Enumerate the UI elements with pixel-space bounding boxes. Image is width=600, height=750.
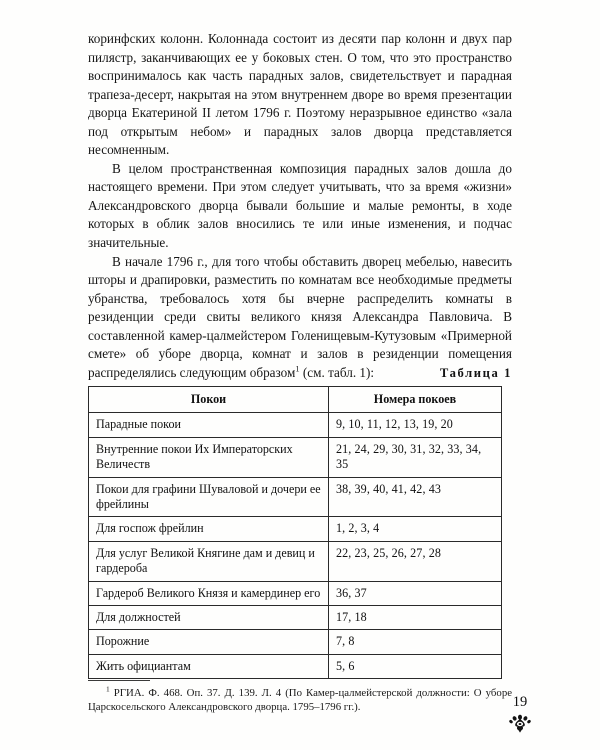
table-row (89, 606, 502, 630)
cell-numbers: 17, 18 (329, 606, 502, 630)
paragraph-3-text: В начале 1796 г., для того чтобы обставить дворец мебелью, навесить шторы и драпировки, разместить по комнатам все необходимые предметы убранства, требовалось хотя бы вчерне распределить комнаты в резиденции среди свиты великого князя Александра Павловича. В составленной камер-цалмейстером Голенищевым-Кутузовым «Примерной смете» об уборе дворца, комнат и залов в резиденции помещения распределялись следующим образом (88, 253, 512, 380)
table-body (89, 413, 502, 679)
table-row (89, 437, 502, 477)
paragraph-3 (88, 253, 512, 383)
paragraph-2: В целом пространственная композиция парадных залов дошла до настоящего времени. При этом следует учитывать, что за время «жизни» Александровского дворца бывали большие и малые ремонты, в ходе которых в облик залов вносились те или иные изменения, и подчас значительные. (88, 160, 512, 251)
rooms-table (88, 386, 502, 679)
cell-numbers: 9, 10, 11, 12, 13, 19, 20 (329, 413, 502, 437)
cell-room: Внутренние покои Их Императорских Величеств (89, 437, 329, 477)
body-text-block (88, 30, 512, 382)
table-row (89, 517, 502, 541)
cell-room: Для госпож фрейлин (89, 517, 329, 541)
table-caption: Таблица 1 (439, 366, 512, 380)
footnote-text (88, 686, 512, 715)
paragraph-1: коринфских колонн. Колоннада состоит из десяти пар колонн и двух пар пилястр, заканчивающих ее у боковых стен. О том, что это пространство воспринималось как часть парадных залов, свидетельствует и парадная трапеза-десерт, накрытая на этом внутреннем дворе во время презентации дворца Екатериной II летом 1796 г. Поэтому неразрывное единство «зала под открытым небом» и парадных залов дворца представляется несомненным. (88, 31, 512, 158)
table-row (89, 581, 502, 605)
table-header-numbers: Номера покоев (329, 387, 502, 413)
cell-room: Гардероб Великого Князя и камердинер его (89, 581, 329, 605)
cell-room: Покои для графини Шуваловой и дочери ее фрейлины (89, 477, 329, 517)
table-row (89, 654, 502, 678)
cell-numbers: 5, 6 (329, 654, 502, 678)
cell-room: Для услуг Великой Княгине дам и девиц и гардероба (89, 541, 329, 581)
footnote-reference-marker: 1 (295, 363, 300, 374)
folio (492, 694, 548, 734)
cell-numbers: 21, 24, 29, 30, 31, 32, 33, 34, 35 (329, 437, 502, 477)
table-container (88, 386, 501, 679)
footnote-body: РГИА. Ф. 468. Оп. 37. Д. 139. Л. 4 (По Камер-цалмейстерской должности: О уборе Царскосельского Александровского дворца. 1795–1796 гг.). (88, 687, 513, 714)
page-number: 19 (512, 694, 528, 710)
table-row (89, 541, 502, 581)
table-header-rooms: Покои (89, 387, 329, 413)
cell-room: Парадные покои (89, 413, 329, 437)
footnote-separator-rule (88, 680, 150, 681)
cell-room: Для должностей (89, 606, 329, 630)
cell-numbers: 22, 23, 25, 26, 27, 28 (329, 541, 502, 581)
table-row (89, 413, 502, 437)
cell-room: Жить официантам (89, 654, 329, 678)
cell-room: Порожние (89, 630, 329, 654)
cell-numbers: 36, 37 (329, 581, 502, 605)
cell-numbers: 1, 2, 3, 4 (329, 517, 502, 541)
cell-numbers: 7, 8 (329, 630, 502, 654)
table-row (89, 630, 502, 654)
footnote-block (88, 680, 512, 715)
cell-numbers: 38, 39, 40, 41, 42, 43 (329, 477, 502, 517)
footnote-marker: 1 (106, 684, 110, 694)
table-row (89, 477, 502, 517)
fleuron-ornament-icon (492, 712, 548, 734)
table-header-row (89, 387, 502, 413)
paragraph-3-tail: (см. табл. 1): (299, 364, 375, 380)
